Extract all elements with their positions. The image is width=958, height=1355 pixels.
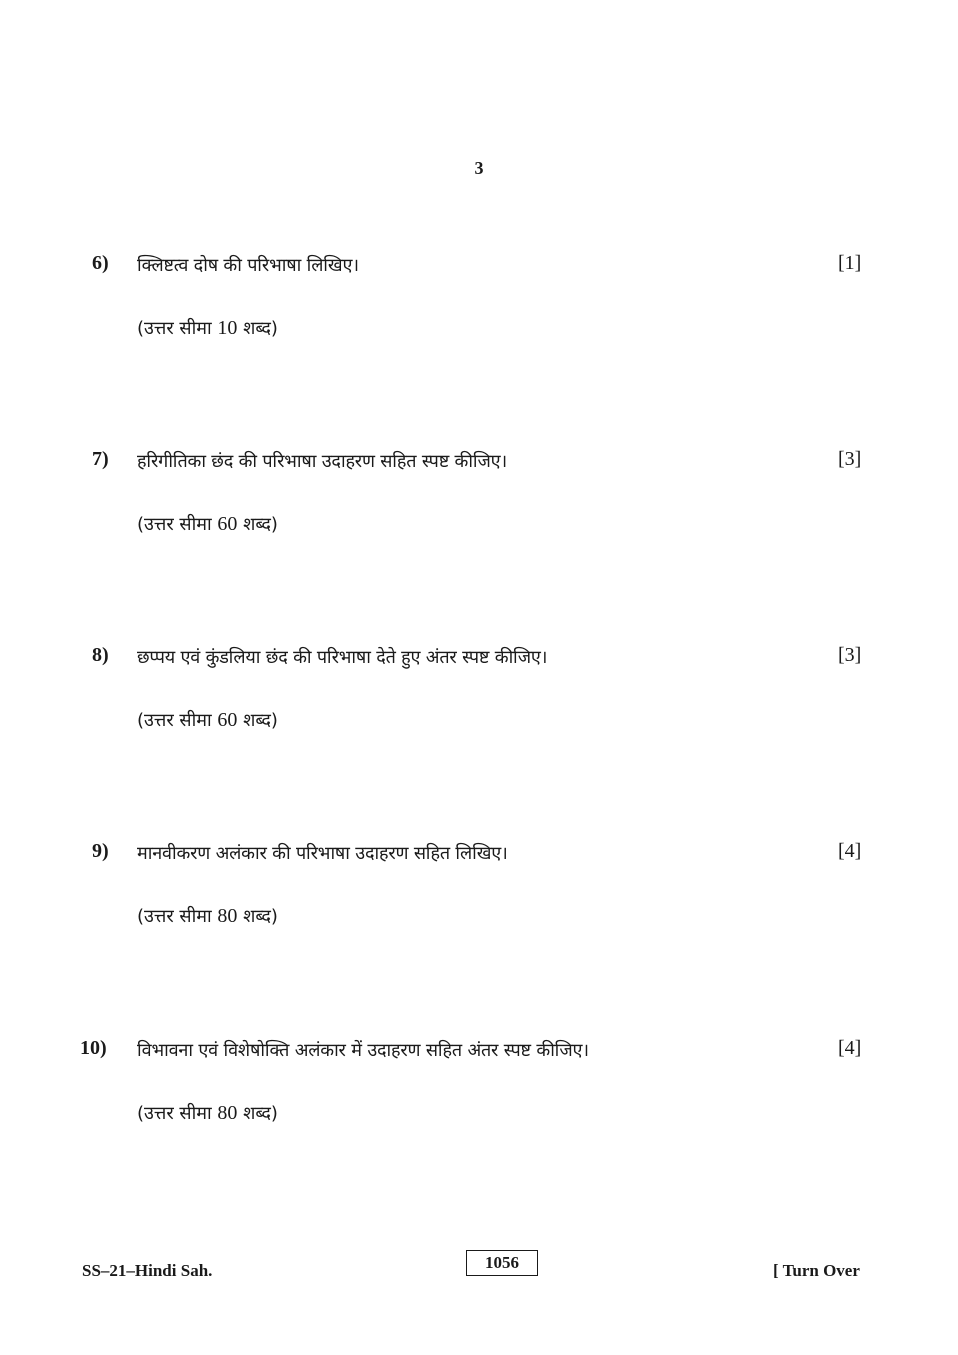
question-text: क्लिष्टत्व दोष की परिभाषा लिखिए। [137, 255, 359, 276]
answer-word-limit [137, 512, 278, 536]
limit-value: 80 [217, 1102, 238, 1124]
limit-prefix: (उत्तर सीमा [137, 906, 218, 927]
question-line [0, 644, 958, 674]
question-text: हरिगीतिका छंद की परिभाषा उदाहरण सहित स्पष्ट कीजिए। [137, 451, 508, 472]
limit-prefix: (उत्तर सीमा [137, 710, 218, 731]
question-marks: [3] [838, 644, 862, 666]
question-number: 9) [92, 840, 109, 862]
question-line [0, 1037, 958, 1067]
question-marks: [4] [838, 840, 862, 862]
question-number: 8) [92, 644, 109, 666]
limit-prefix: (उत्तर सीमा [137, 318, 218, 339]
question-line [0, 448, 958, 478]
turn-over-label: [ Turn Over [773, 1261, 860, 1280]
answer-word-limit [137, 708, 278, 732]
question-number: 7) [92, 448, 109, 470]
limit-prefix: (उत्तर सीमा [137, 1103, 218, 1124]
limit-suffix: शब्द) [237, 318, 278, 339]
limit-suffix: शब्द) [237, 1103, 278, 1124]
limit-value: 10 [217, 317, 238, 339]
limit-value: 60 [217, 709, 238, 731]
answer-word-limit [137, 904, 278, 928]
limit-value: 80 [217, 905, 238, 927]
question-marks: [1] [838, 252, 862, 274]
question-number: 6) [92, 252, 109, 274]
question-marks: [4] [838, 1037, 862, 1059]
question-text: मानवीकरण अलंकार की परिभाषा उदाहरण सहित लिखिए। [137, 843, 508, 864]
question-line [0, 840, 958, 870]
limit-suffix: शब्द) [237, 710, 278, 731]
limit-suffix: शब्द) [237, 514, 278, 535]
answer-word-limit [137, 316, 278, 340]
limit-value: 60 [217, 513, 238, 535]
paper-code: SS–21–Hindi Sah. [82, 1261, 213, 1280]
limit-prefix: (उत्तर सीमा [137, 514, 218, 535]
question-number: 10) [80, 1037, 107, 1059]
boxed-paper-number: 1056 [466, 1250, 538, 1276]
question-text: छप्पय एवं कुंडलिया छंद की परिभाषा देते हुए अंतर स्पष्ट कीजिए। [137, 647, 548, 668]
question-line [0, 252, 958, 282]
question-text: विभावना एवं विशेषोक्ति अलंकार में उदाहरण सहित अंतर स्पष्ट कीजिए। [137, 1040, 589, 1061]
limit-suffix: शब्द) [237, 906, 278, 927]
answer-word-limit [137, 1101, 278, 1125]
question-marks: [3] [838, 448, 862, 470]
page-number: 3 [474, 158, 484, 178]
